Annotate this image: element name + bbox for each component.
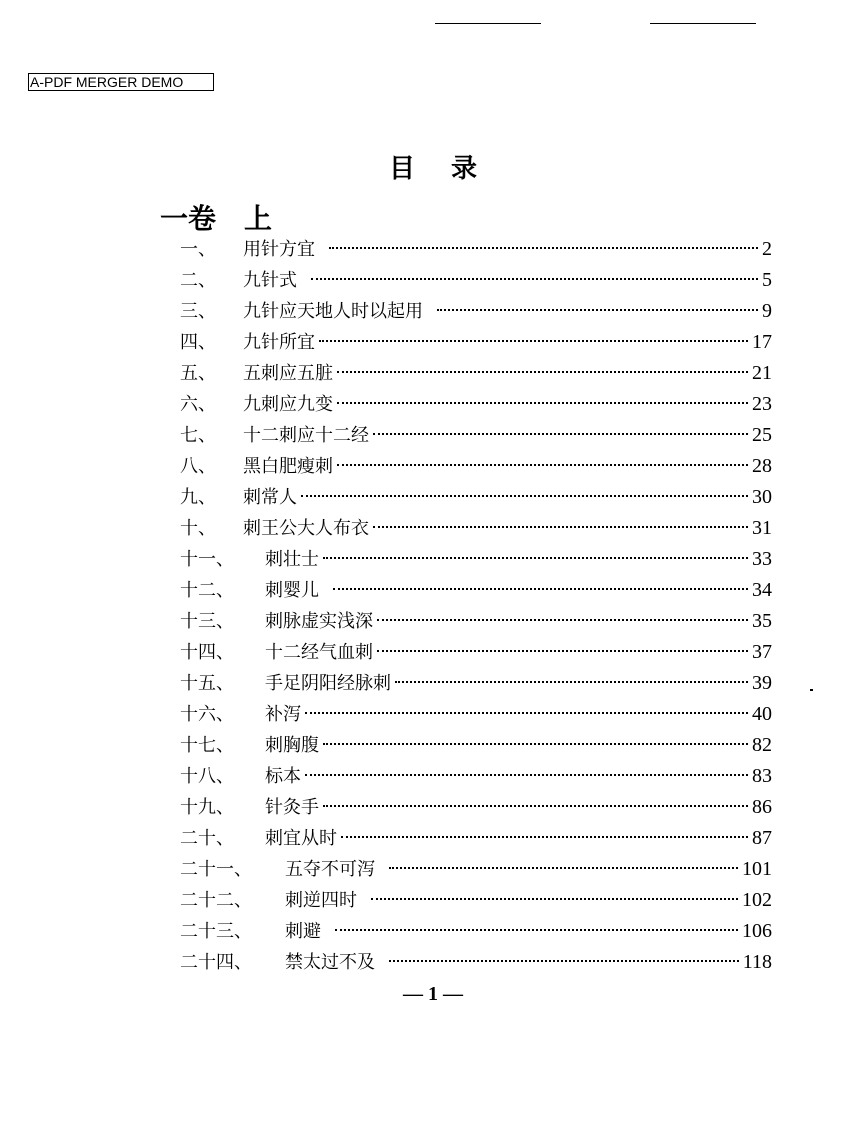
- entry-number: 十九、: [180, 797, 234, 818]
- entry-title: 手足阴阳经脉刺: [265, 673, 391, 694]
- entry-page: 106: [742, 920, 772, 942]
- scan-line: [435, 23, 541, 24]
- entry-page: 21: [752, 362, 772, 384]
- toc-entry[interactable]: [180, 234, 772, 265]
- dot-leader: [311, 278, 758, 280]
- entry-number: 十八、: [180, 766, 234, 787]
- entry-number: 十三、: [180, 611, 234, 632]
- toc-entry[interactable]: [180, 730, 772, 761]
- entry-number: 十一、: [180, 549, 234, 570]
- entry-title: 九针所宜: [243, 332, 315, 353]
- toc-entry[interactable]: [180, 513, 772, 544]
- entry-page: 39: [752, 672, 772, 694]
- toc-entry[interactable]: [180, 544, 772, 575]
- entry-number: 二十四、: [180, 952, 252, 973]
- entry-title: 九刺应九变: [243, 394, 333, 415]
- toc-entry[interactable]: [180, 451, 772, 482]
- toc-entry[interactable]: [180, 265, 772, 296]
- entry-page: 2: [762, 238, 772, 260]
- toc-entry[interactable]: [180, 823, 772, 854]
- page-number: — 1 —: [403, 983, 463, 1005]
- toc-entry[interactable]: [180, 668, 772, 699]
- entry-title: 禁太过不及: [285, 952, 375, 973]
- entry-page: 9: [762, 300, 772, 322]
- entry-page: 102: [742, 889, 772, 911]
- scan-line: [650, 23, 756, 24]
- toc-entry[interactable]: [180, 575, 772, 606]
- toc-entry[interactable]: [180, 327, 772, 358]
- entry-title: 刺避: [285, 921, 321, 942]
- toc-entry[interactable]: [180, 761, 772, 792]
- entry-title: 刺逆四时: [285, 890, 357, 911]
- dot-leader: [371, 898, 738, 900]
- entry-page: 23: [752, 393, 772, 415]
- dot-leader: [377, 650, 748, 652]
- entry-number: 三、: [180, 301, 216, 322]
- toc-entry[interactable]: [180, 420, 772, 451]
- entry-number: 十二、: [180, 580, 234, 601]
- toc-entry[interactable]: [180, 606, 772, 637]
- entry-page: 35: [752, 610, 772, 632]
- toc-entry[interactable]: [180, 637, 772, 668]
- dot-leader: [337, 371, 748, 373]
- dot-leader: [319, 340, 748, 342]
- entry-page: 30: [752, 486, 772, 508]
- entry-number: 十六、: [180, 704, 234, 725]
- entry-page: 25: [752, 424, 772, 446]
- entry-title: 刺脉虚实浅深: [265, 611, 373, 632]
- entry-number: 十四、: [180, 642, 234, 663]
- entry-title: 针灸手: [265, 797, 319, 818]
- dot-leader: [389, 960, 739, 962]
- entry-title: 用针方宜: [243, 239, 315, 260]
- entry-page: 34: [752, 579, 772, 601]
- dot-leader: [305, 774, 748, 776]
- entry-page: 5: [762, 269, 772, 291]
- entry-number: 二十三、: [180, 921, 252, 942]
- entry-page: 17: [752, 331, 772, 353]
- entry-title: 十二刺应十二经: [243, 425, 369, 446]
- entry-title: 九针应天地人时以起用: [243, 301, 423, 322]
- toc-entry[interactable]: [180, 916, 772, 947]
- entry-number: 十七、: [180, 735, 234, 756]
- toc-entry[interactable]: [180, 792, 772, 823]
- entry-number: 九、: [180, 487, 216, 508]
- dot-leader: [323, 743, 748, 745]
- entry-page: 33: [752, 548, 772, 570]
- entry-page: 101: [742, 858, 772, 880]
- scan-speck: [810, 689, 813, 691]
- entry-page: 40: [752, 703, 772, 725]
- entry-page: 37: [752, 641, 772, 663]
- dot-leader: [389, 867, 738, 869]
- dot-leader: [301, 495, 748, 497]
- dot-leader: [373, 526, 748, 528]
- entry-number: 四、: [180, 332, 216, 353]
- entry-page: 118: [742, 951, 772, 973]
- entry-number: 一、: [180, 239, 216, 260]
- dot-leader: [335, 929, 738, 931]
- entry-page: 86: [752, 796, 772, 818]
- toc-entry[interactable]: [180, 482, 772, 513]
- entry-page: 83: [752, 765, 772, 787]
- entry-title: 刺王公大人布衣: [243, 518, 369, 539]
- entry-title: 标本: [265, 766, 301, 787]
- entry-number: 十、: [180, 518, 216, 539]
- dot-leader: [341, 836, 748, 838]
- dot-leader: [377, 619, 748, 621]
- entry-title: 补泻: [265, 704, 301, 725]
- entry-number: 二十、: [180, 828, 234, 849]
- entry-number: 八、: [180, 456, 216, 477]
- entry-number: 七、: [180, 425, 216, 446]
- toc-entry[interactable]: [180, 699, 772, 730]
- dot-leader: [323, 805, 748, 807]
- entry-page: 87: [752, 827, 772, 849]
- entry-page: 82: [752, 734, 772, 756]
- entry-title: 刺婴儿: [265, 580, 319, 601]
- toc-entry[interactable]: [180, 947, 772, 978]
- entry-title: 刺壮士: [265, 549, 319, 570]
- entry-title: 五刺应五脏: [243, 363, 333, 384]
- toc-entry[interactable]: [180, 389, 772, 420]
- entry-page: 31: [752, 517, 772, 539]
- toc-entry[interactable]: [180, 296, 772, 327]
- dot-leader: [437, 309, 758, 311]
- dot-leader: [373, 433, 748, 435]
- table-of-contents: [180, 234, 772, 978]
- entry-number: 二十二、: [180, 890, 252, 911]
- entry-title: 刺宜从时: [265, 828, 337, 849]
- toc-entry[interactable]: [180, 358, 772, 389]
- volume-heading: 一卷 上: [160, 202, 273, 235]
- dot-leader: [305, 712, 748, 714]
- entry-number: 六、: [180, 394, 216, 415]
- entry-number: 二、: [180, 270, 216, 291]
- entry-title: 九针式: [243, 270, 297, 291]
- toc-entry[interactable]: [180, 854, 772, 885]
- entry-title: 十二经气血刺: [265, 642, 373, 663]
- dot-leader: [329, 247, 758, 249]
- entry-title: 刺常人: [243, 487, 297, 508]
- entry-title: 五夺不可泻: [285, 859, 375, 880]
- entry-number: 十五、: [180, 673, 234, 694]
- entry-number: 二十一、: [180, 859, 252, 880]
- dot-leader: [333, 588, 748, 590]
- page-title: 目录: [388, 154, 513, 184]
- watermark: A-PDF MERGER DEMO: [28, 73, 214, 91]
- entry-title: 刺胸腹: [265, 735, 319, 756]
- dot-leader: [337, 464, 748, 466]
- entry-page: 28: [752, 455, 772, 477]
- dot-leader: [323, 557, 748, 559]
- entry-number: 五、: [180, 363, 216, 384]
- toc-entry[interactable]: [180, 885, 772, 916]
- entry-title: 黑白肥瘦刺: [243, 456, 333, 477]
- dot-leader: [337, 402, 748, 404]
- dot-leader: [395, 681, 748, 683]
